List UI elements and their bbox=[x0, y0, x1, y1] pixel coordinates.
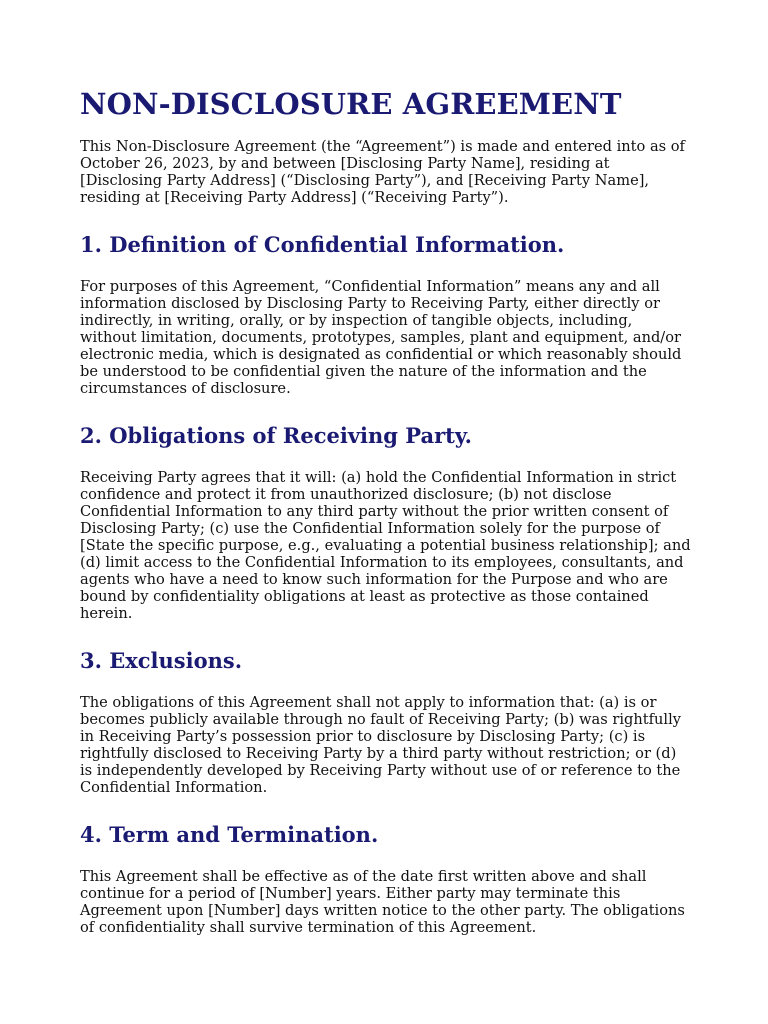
section-2-heading: 2. Obligations of Receiving Party. bbox=[80, 423, 472, 448]
section-4-body: This Agreement shall be effective as of the date first written above and shall continue for a period of [Number] years. Either party may terminate this Agreement upon [Number] days written notice to the other party. The obligations of confidentiality shall survive termination of this Agreement. bbox=[80, 868, 685, 936]
section-1-heading: 1. Definition of Confidential Information. bbox=[80, 232, 565, 257]
document-title: NON-DISCLOSURE AGREEMENT bbox=[80, 87, 622, 121]
section-2-body: Receiving Party agrees that it will: (a) hold the Confidential Information in strict confidence and protect it from unauthorized disclosure; (b) not disclose Confidential Information to any third party without the prior written consent of Disclosing Party; (c) use the Confidential Information solely for the purpose of [State the specific purpose, e.g., evaluating a potential business relationship]; and (d) limit access to the Confidential Information to its employees, consultants, and agents who have a need to know such information for the Purpose and who are bound by confidentiality obligations at least as protective as those contained herein. bbox=[80, 469, 691, 622]
document-page bbox=[80, 84, 692, 936]
section-3-heading: 3. Exclusions. bbox=[80, 648, 243, 673]
section-1-body: For purposes of this Agreement, “Confidential Information” means any and all information disclosed by Disclosing Party to Receiving Party, either directly or indirectly, in writing, orally, or by inspection of tangible objects, including, without limitation, documents, prototypes, samples, plant and equipment, and/or electronic media, which is designated as confidential or which reasonably should be understood to be confidential given the nature of the information and the circumstances of disclosure. bbox=[80, 278, 682, 397]
section-3-body: The obligations of this Agreement shall not apply to information that: (a) is or becomes publicly available through no fault of Receiving Party; (b) was rightfully in Receiving Party’s possession prior to disclosure by Disclosing Party; (c) is rightfully disclosed to Receiving Party by a third party without restriction; or (d) is independently developed by Receiving Party without use of or reference to the Confidential Information. bbox=[80, 694, 681, 796]
intro-paragraph: This Non-Disclosure Agreement (the “Agreement”) is made and entered into as of October 26, 2023, by and between [Disclosing Party Name], residing at [Disclosing Party Address] (“Disclosing Party”), and [Receiving Party Name], residing at [Receiving Party Address] (“Receiving Party”). bbox=[80, 138, 685, 206]
section-4-heading: 4. Term and Termination. bbox=[80, 822, 379, 847]
